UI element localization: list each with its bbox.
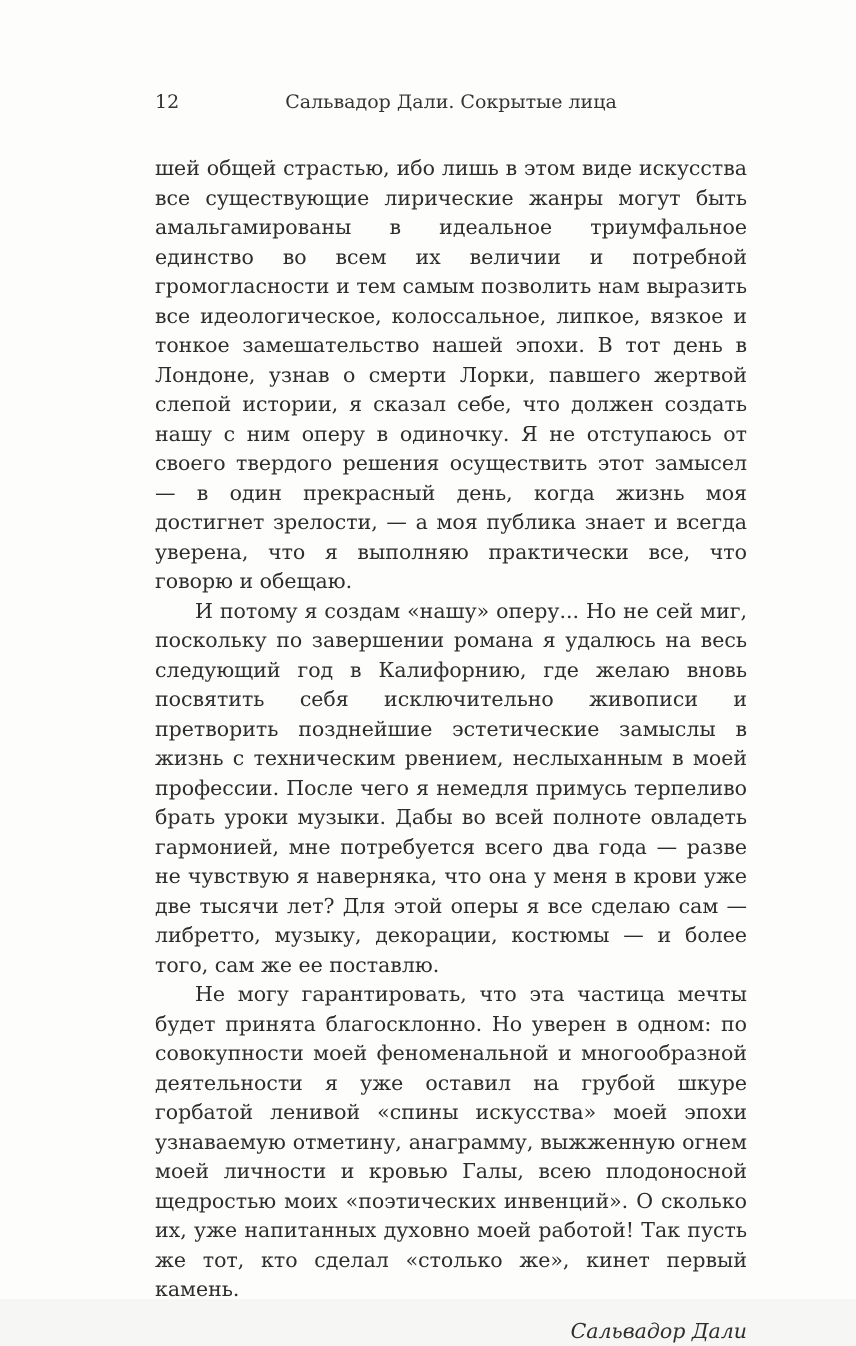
page-number: 12 xyxy=(155,90,179,114)
paragraph: Не могу гарантировать, что эта частица мечты будет принята благосклонно. Но уверен в одном: по совокупности моей феноменальной и многообразной деятельности я уже оставил на грубой шкуре горбатой ленивой «спины искусства» моей эпохи узнаваемую отметину, анаграмму, выжженную огнем моей личности и кровью Галы, всею плодоносной щедростью моих «поэтических инвенций». О сколько их, уже напитанных духовно моей работой! Так пусть же тот, кто сделал «столько же», кинет первый камень. xyxy=(155,980,747,1305)
author-signature: Сальвадор Дали xyxy=(155,1317,747,1346)
page-header xyxy=(155,90,747,114)
text-column xyxy=(155,90,747,1346)
running-title: Сальвадор Дали. Сокрытые лица xyxy=(155,90,747,114)
paragraph: И потому я создам «нашу» оперу... Но не сей миг, поскольку по завершении романа я удалюсь на весь следующий год в Калифорнию, где желаю вновь посвятить себя исключительно живописи и претворить позднейшие эстетические замыслы в жизнь с техническим рвением, неслыханным в моей профессии. После чего я немедля примусь терпеливо брать уроки музыки. Дабы во всей полноте овладеть гармонией, мне потребуется всего два года — разве не чувствую я наверняка, что она у меня в крови уже две тысячи лет? Для этой оперы я все сделаю сам — либретто, музыку, декорации, костюмы — и более того, сам же ее поставлю. xyxy=(155,597,747,981)
body-text xyxy=(155,154,747,1305)
paragraph: шей общей страстью, ибо лишь в этом виде искусства все существующие лирические жанры могут быть амальгамированы в идеальное триумфальное единство во всем их величии и потребной громогласности и тем самым позволить нам выразить все идеологическое, колоссальное, липкое, вязкое и тонкое замешательство нашей эпохи. В тот день в Лондоне, узнав о смерти Лорки, павшего жертвой слепой истории, я сказал себе, что должен создать нашу с ним оперу в одиночку. Я не отступаюсь от своего твердого решения осуществить этот замысел — в один прекрасный день, когда жизнь моя достигнет зрелости, — а моя публика знает и всегда уверена, что я выполняю практически все, что говорю и обещаю. xyxy=(155,154,747,597)
